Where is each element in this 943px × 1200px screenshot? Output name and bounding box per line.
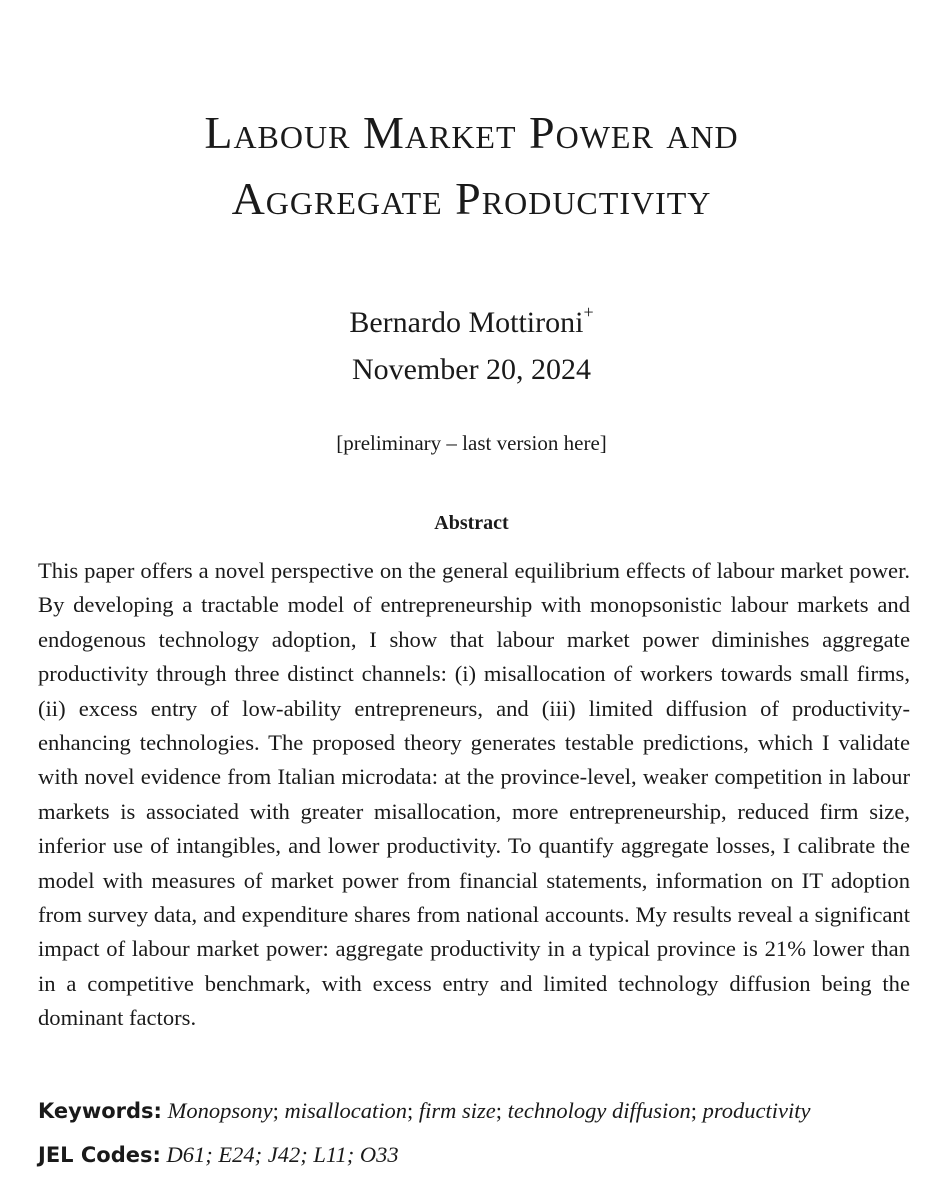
title-line-2: Aggregate Productivity [231, 173, 712, 224]
jel-code: J42 [267, 1142, 301, 1167]
jel-code: D61 [166, 1142, 206, 1167]
publication-date: November 20, 2024 [351, 353, 592, 386]
title-line-1: Labour Market Power and [204, 107, 739, 158]
jel-codes-line [38, 1138, 918, 1172]
author-name: Bernardo Mottironi [349, 306, 584, 339]
author-footnote-mark[interactable]: + [583, 302, 594, 322]
version-note[interactable]: [preliminary – last version here] [336, 431, 607, 455]
keywords-line [38, 1094, 918, 1128]
keyword-item: Monopsony [167, 1098, 273, 1123]
jel-label: JEL Codes: [38, 1143, 161, 1167]
keyword-item: firm size [418, 1098, 496, 1123]
jel-code: E24 [218, 1142, 255, 1167]
jel-codes-list: D61; E24; J42; L11; O33 [166, 1142, 399, 1167]
keyword-item: technology diffusion [507, 1098, 691, 1123]
keyword-item: misallocation [284, 1098, 407, 1123]
keywords-label: Keywords: [38, 1099, 162, 1123]
keyword-item: productivity [702, 1098, 811, 1123]
abstract-text: This paper offers a novel perspective on the general equilibrium effects of labour market power. By developing a tractable model of entrepreneurship with monopsonistic labour markets and endogenous technology adoption, I show that labour market power diminishes aggregate productivity through three distinct channels: (i) misallocation of workers towards small firms, (ii) excess entry of low-ability entrepreneurs, and (iii) limited diffusion of productivity-enhancing technologies. The proposed theory generates testable predictions, which I validate with novel evidence from Italian microdata: at the province-level, weaker competition in labour markets is associated with greater misallocation, more entrepreneurship, reduced firm size, inferior use of intangibles, and lower productivity. To quantify aggregate losses, I calibrate the model with measures of market power from financial statements, information on IT adoption from survey data, and expenditure shares from national accounts. My results reveal a significant impact of labour market power: aggregate productivity in a typical province is 21% lower than in a competitive benchmark, with excess entry and limited technology diffusion being the dominant factors. [38, 558, 910, 1031]
jel-code: O33 [359, 1142, 399, 1167]
keywords-list: Monopsony; misallocation; firm size; technology diffusion; productivity [167, 1098, 811, 1123]
author [0, 300, 943, 346]
abstract-heading: Abstract [434, 512, 509, 534]
paper-title [0, 100, 943, 232]
jel-code: L11 [313, 1142, 347, 1167]
